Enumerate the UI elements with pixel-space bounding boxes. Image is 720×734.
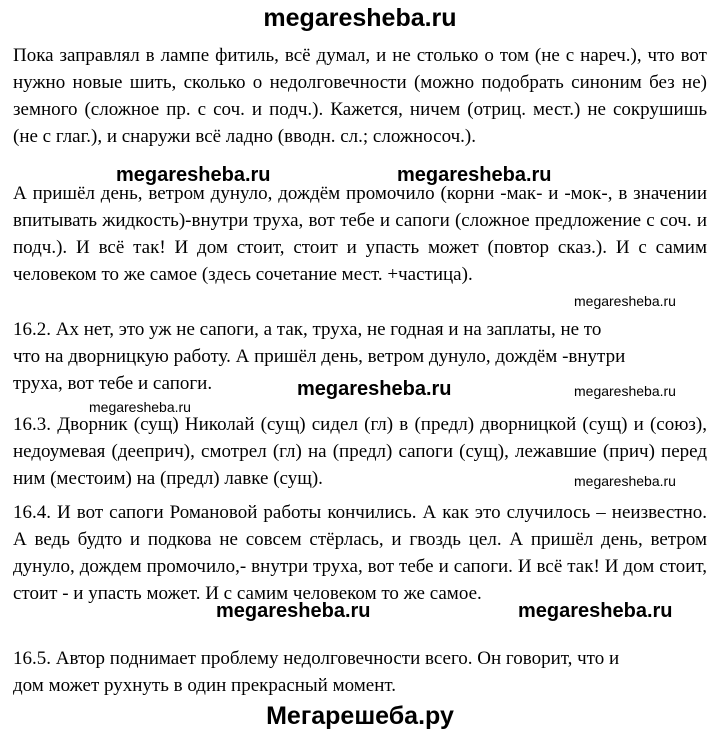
paragraph-line: труха, вот тебе и сапоги. — [13, 373, 213, 394]
watermark-big: megaresheba.ru — [216, 600, 371, 622]
paragraph-line: 16.2. Ах нет, это уж не сапоги, а так, труха, не годная и на заплаты, не то — [13, 319, 602, 340]
paragraph-line: 16.5. Автор поднимает проблему недолговечности всего. Он говорит, что и — [13, 648, 620, 669]
paragraph-2: А пришёл день, ветром дунуло, дождём промочило (корни -мак- и -мок-, в значении впитывать жидкость)-внутри труха, вот тебе и сапоги (сложное предложение с соч. и подч.). И всё так! И дом стоит, стоит и упасть может (повтор сказ.). И с самим человеком то же самое (здесь сочетание мест. +частица). — [13, 183, 707, 285]
site-header: megaresheba.ru — [263, 4, 457, 32]
paragraph-1: Пока заправлял в лампе фитиль, всё думал, и не столько о том (не с нареч.), что вот нужно новые шить, сколько о недолговечности (можно подобрать синоним без не) земного (сложное пр. с соч. и подч.). Кажется, ничем (отриц. мест.) не сокрушишь (не с глаг.), и снаружи всё ладно (вводн. сл.; сложносоч.). — [13, 45, 707, 147]
paragraph-16-4: 16.4. И вот сапоги Романовой работы кончились. А как это случилось – неизвестно. А ведь будто и подкова не совсем стёрлась, и гвоздь цел. А пришёл день, ветром дунуло, дождем промочило,- внутри труха, вот тебе и сапоги. И всё так! И дом стоит, стоит - и упасть может. И с самим человеком то же самое. — [13, 502, 707, 604]
watermark-small: megaresheba.ru — [574, 293, 676, 309]
paragraph-line: что на дворницкую работу. А пришёл день, ветром дунуло, дождём -внутри — [13, 346, 626, 367]
watermark-big: megaresheba.ru — [397, 164, 552, 186]
watermark-big: megaresheba.ru — [297, 378, 452, 400]
watermark-small: megaresheba.ru — [574, 383, 676, 399]
watermark-big: megaresheba.ru — [518, 600, 673, 622]
watermark-big: megaresheba.ru — [116, 164, 271, 186]
site-footer: Мегарешеба.ру — [266, 702, 454, 730]
paragraph-16-5 — [13, 645, 707, 699]
paragraph-line: дом может рухнуть в один прекрасный момент. — [13, 675, 397, 696]
watermark-small: megaresheba.ru — [89, 399, 191, 415]
paragraph-16-3: 16.3. Дворник (сущ) Николай (сущ) сидел (гл) в (предл) дворницкой (сущ) и (союз), недоумевая (дееприч), смотрел (гл) на (предл) сапоги (сущ), лежавшие (прич) перед ним (местоим) на (предл) лавке (сущ). — [13, 414, 707, 489]
watermark-small: megaresheba.ru — [574, 473, 676, 489]
